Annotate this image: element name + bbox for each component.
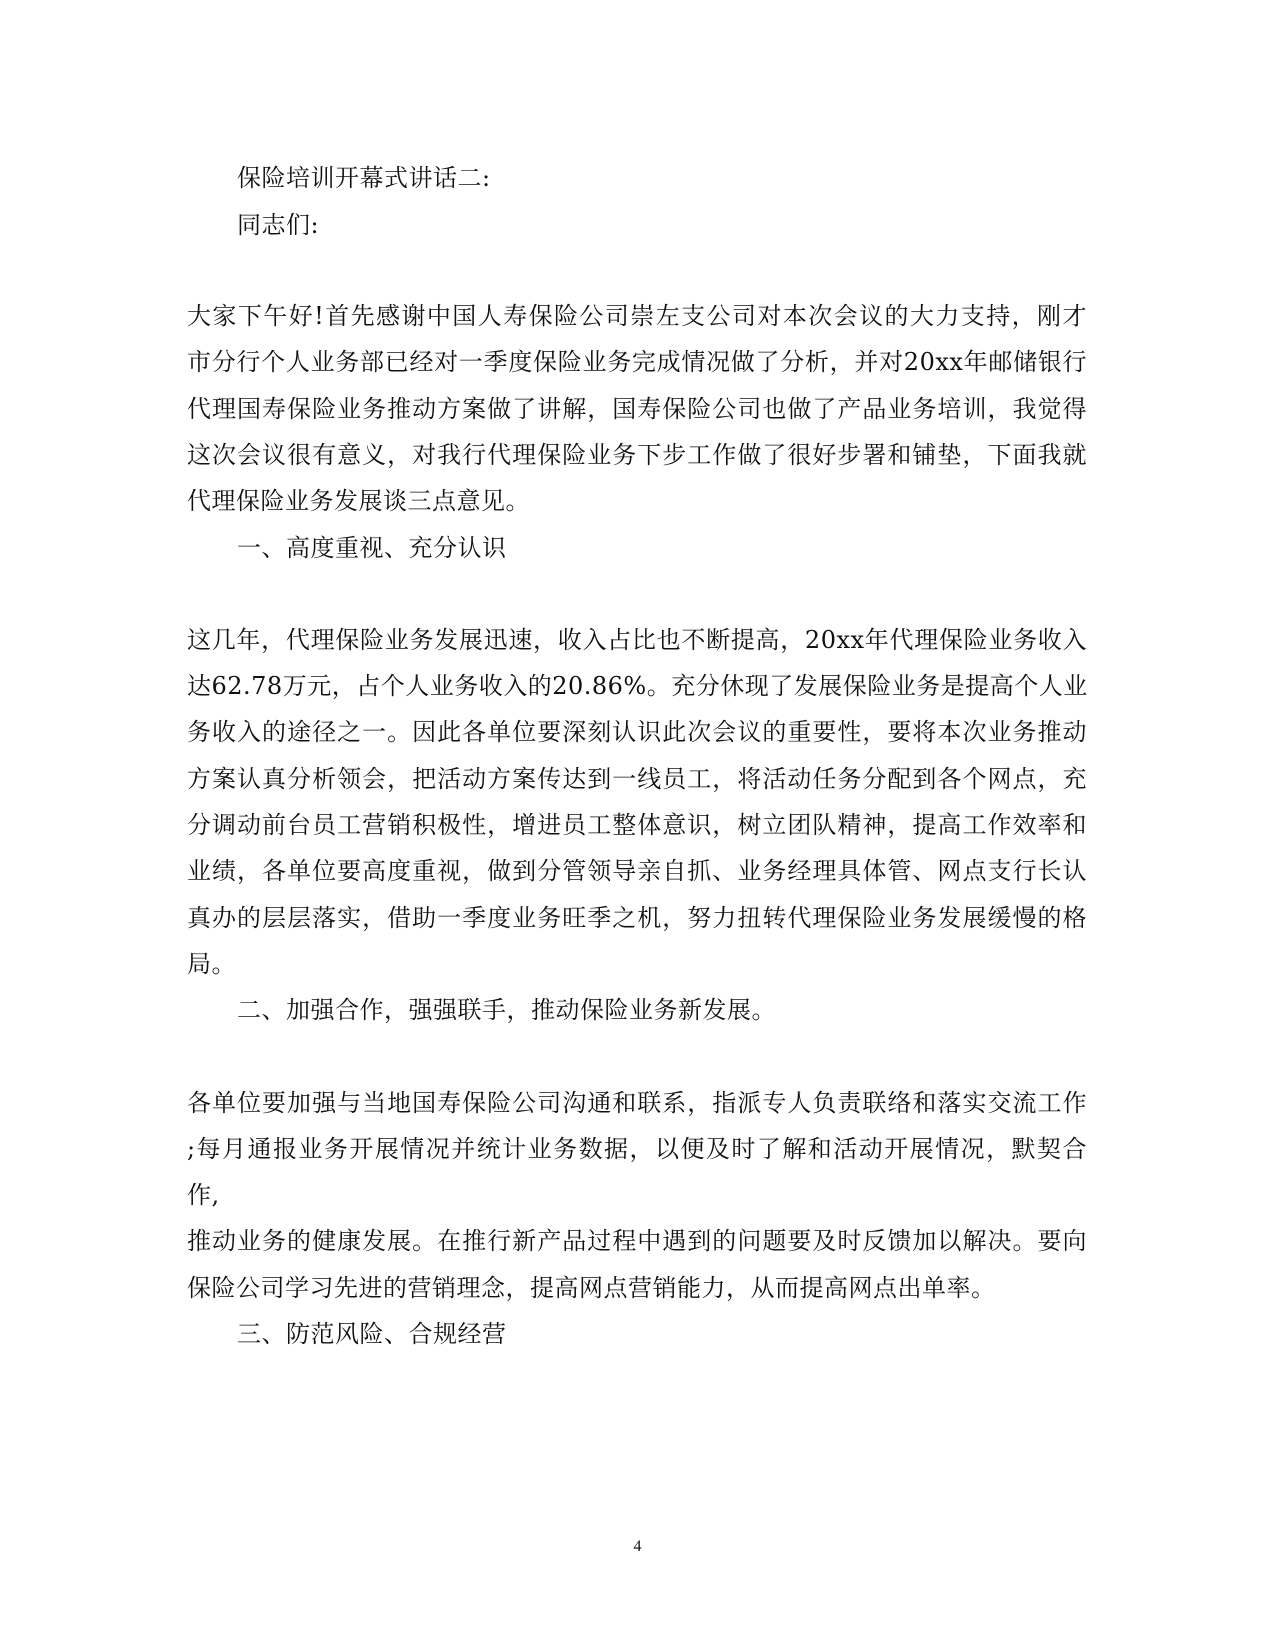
paragraph-line: 这次会议很有意义，对我行代理保险业务下步工作做了很好步署和铺垫，下面我就	[187, 441, 1087, 469]
paragraph-line: 大家下午好!首先感谢中国人寿保险公司崇左支公司对本次会议的大力支持，刚才	[187, 302, 1087, 330]
paragraph-line: 作,	[187, 1181, 220, 1209]
salutation: 同志们:	[237, 211, 320, 239]
paragraph-line: 达62.78万元，占个人业务收入的20.86%。充分休现了发展保险业务是提高个人业	[187, 672, 1088, 700]
paragraph-line: ;每月通报业务开展情况并统计业务数据，以便及时了解和活动开展情况，默契合	[187, 1135, 1087, 1163]
paragraph-line: 保险公司学习先进的营销理念，提高网点营销能力，从而提高网点出单率。	[187, 1274, 996, 1302]
paragraph-line: 这几年，代理保险业务发展迅速，收入占比也不断提高，20xx年代理保险业务收入	[187, 626, 1087, 654]
paragraph-line: 代理国寿保险业务推动方案做了讲解，国寿保险公司也做了产品业务培训，我觉得	[187, 395, 1087, 423]
paragraph-line: 代理保险业务发展谈三点意见。	[187, 487, 530, 515]
paragraph-line: 方案认真分析领会，把活动方案传达到一线员工，将活动任务分配到各个网点，充	[187, 765, 1087, 793]
paragraph-line: 务收入的途径之一。因此各单位要深刻认识此次会议的重要性，要将本次业务推动	[187, 718, 1087, 746]
paragraph-line: 推动业务的健康发展。在推行新产品过程中遇到的问题要及时反馈加以解决。要向	[187, 1227, 1087, 1255]
paragraph-line: 各单位要加强与当地国寿保险公司沟通和联系，指派专人负责联络和落实交流工作	[187, 1089, 1087, 1117]
paragraph-line: 业绩，各单位要高度重视，做到分管领导亲自抓、业务经理具体管、网点支行长认	[187, 857, 1087, 885]
document-heading: 保险培训开幕式讲话二:	[237, 164, 491, 192]
paragraph-line: 分调动前台员工营销积极性，增进员工整体意识，树立团队精神，提高工作效率和	[187, 811, 1087, 839]
page-number: 4	[633, 1538, 642, 1555]
section-heading-1: 一、高度重视、充分认识	[237, 534, 507, 562]
paragraph-line: 市分行个人业务部已经对一季度保险业务完成情况做了分析，并对20xx年邮储银行	[187, 348, 1087, 376]
section-heading-2: 二、加强合作，强强联手，推动保险业务新发展。	[237, 996, 776, 1024]
paragraph-line: 真办的层层落实，借助一季度业务旺季之机，努力扭转代理保险业务发展缓慢的格	[187, 904, 1087, 932]
paragraph-line: 局。	[187, 950, 236, 978]
section-heading-3: 三、防范风险、合规经营	[237, 1320, 507, 1348]
